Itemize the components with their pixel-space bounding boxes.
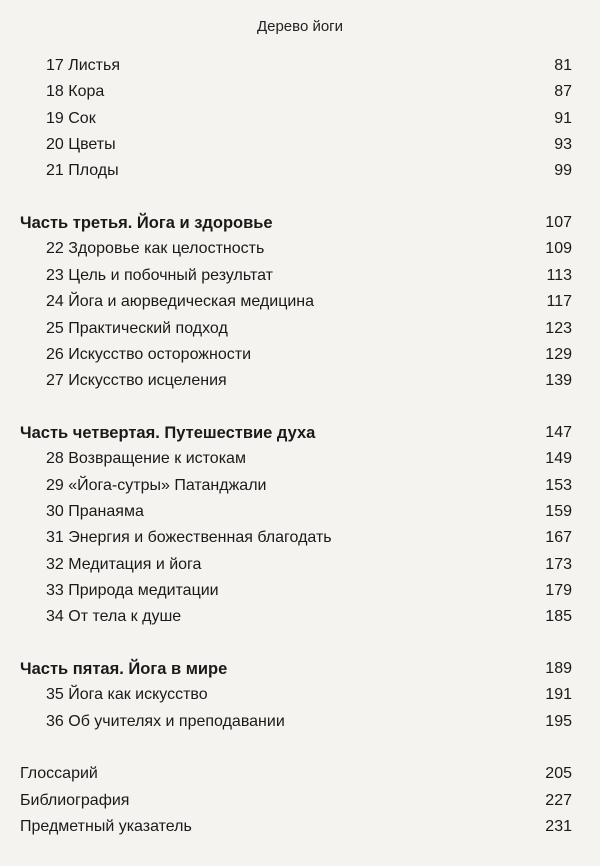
toc-page-number: 189 xyxy=(545,660,572,677)
toc-part-heading xyxy=(0,210,600,236)
toc-entry-title: 34 От тела к душе xyxy=(46,608,182,625)
toc-page-number: 173 xyxy=(545,556,572,573)
toc-entry-title: Часть пятая. Йога в мире xyxy=(20,660,228,678)
toc-page-number: 129 xyxy=(545,346,572,363)
toc-part-heading xyxy=(0,420,600,446)
toc-chapter xyxy=(0,499,600,525)
toc-entry-title: Часть четвертая. Путешествие духа xyxy=(20,424,316,442)
toc-page-number: 107 xyxy=(545,214,572,231)
toc-page-number: 205 xyxy=(545,765,572,782)
toc-entry-title: 21 Плоды xyxy=(46,162,119,179)
toc-entry-title: 26 Искусство осторожности xyxy=(46,346,251,363)
toc-chapter xyxy=(0,552,600,578)
toc-entry-title: 22 Здоровье как целостность xyxy=(46,240,265,257)
toc-entry-title: 32 Медитация и йога xyxy=(46,556,202,573)
toc-page-number: 99 xyxy=(554,162,572,179)
running-header: Дерево йоги xyxy=(256,18,344,35)
toc-chapter xyxy=(0,289,600,315)
toc-entry-title: 27 Искусство исцеления xyxy=(46,372,227,389)
toc-entry-title: 31 Энергия и божественная благодать xyxy=(46,529,332,546)
toc-back-matter xyxy=(0,761,600,787)
toc-entry-title: Часть третья. Йога и здоровье xyxy=(20,214,273,232)
toc-page-number: 91 xyxy=(554,110,572,127)
toc-chapter xyxy=(0,446,600,472)
toc-chapter xyxy=(0,342,600,368)
toc-entry-title: 19 Сок xyxy=(46,110,96,127)
toc-entry-title: Глоссарий xyxy=(20,765,98,782)
toc-entry-title: 35 Йога как искусство xyxy=(46,686,208,703)
toc-chapter xyxy=(0,79,600,105)
toc-page-number: 153 xyxy=(545,477,572,494)
toc-entry-title: 23 Цель и побочный результат xyxy=(46,267,273,284)
toc-page-number: 179 xyxy=(545,582,572,599)
toc-page-number: 139 xyxy=(545,372,572,389)
toc-page-number: 231 xyxy=(545,818,572,835)
toc-chapter xyxy=(0,263,600,289)
toc-page-number: 167 xyxy=(545,529,572,546)
toc-page-number: 227 xyxy=(545,792,572,809)
toc-page-number: 149 xyxy=(545,450,572,467)
toc-page-number: 117 xyxy=(546,293,572,310)
toc-chapter xyxy=(0,682,600,708)
toc-entry-title: 30 Пранаяма xyxy=(46,503,144,520)
toc-chapter xyxy=(0,368,600,394)
toc-chapter xyxy=(0,709,600,735)
toc-back-matter xyxy=(0,788,600,814)
toc-page-number: 195 xyxy=(545,713,572,730)
toc-entry-title: 17 Листья xyxy=(46,57,121,74)
toc-entry-title: Библиография xyxy=(20,792,130,809)
toc-entry-title: Предметный указатель xyxy=(20,818,192,835)
toc-part-heading xyxy=(0,656,600,682)
toc-page-number: 191 xyxy=(545,686,572,703)
toc-chapter xyxy=(0,53,600,79)
toc-entry-title: 33 Природа медитации xyxy=(46,582,219,599)
toc-entry-title: 29 «Йога-сутры» Патанджали xyxy=(46,477,267,494)
toc-page-number: 87 xyxy=(554,83,572,100)
toc-chapter xyxy=(0,236,600,262)
toc-chapter xyxy=(0,106,600,132)
toc-entry-title: 20 Цветы xyxy=(46,136,116,153)
toc-chapter xyxy=(0,158,600,184)
toc-page-number: 147 xyxy=(545,424,572,441)
toc-entry-title: 25 Практический подход xyxy=(46,320,228,337)
toc-chapter xyxy=(0,578,600,604)
toc-chapter xyxy=(0,473,600,499)
toc-page-number: 109 xyxy=(545,240,572,257)
toc-page-number: 113 xyxy=(546,267,572,284)
toc-page-number: 123 xyxy=(545,320,572,337)
toc-entry-title: 24 Йога и аюрведическая медицина xyxy=(46,293,315,310)
toc-chapter xyxy=(0,525,600,551)
toc-page-number: 159 xyxy=(545,503,572,520)
toc-page-number: 93 xyxy=(554,136,572,153)
toc-chapter xyxy=(0,604,600,630)
toc-back-matter xyxy=(0,814,600,840)
toc-page-number: 185 xyxy=(545,608,572,625)
toc-page-number: 81 xyxy=(554,57,572,74)
toc-entry-title: 18 Кора xyxy=(46,83,105,100)
toc-entry-title: 28 Возвращение к истокам xyxy=(46,450,246,467)
toc-entry-title: 36 Об учителях и преподавании xyxy=(46,713,285,730)
toc-chapter xyxy=(0,316,600,342)
toc-chapter xyxy=(0,132,600,158)
